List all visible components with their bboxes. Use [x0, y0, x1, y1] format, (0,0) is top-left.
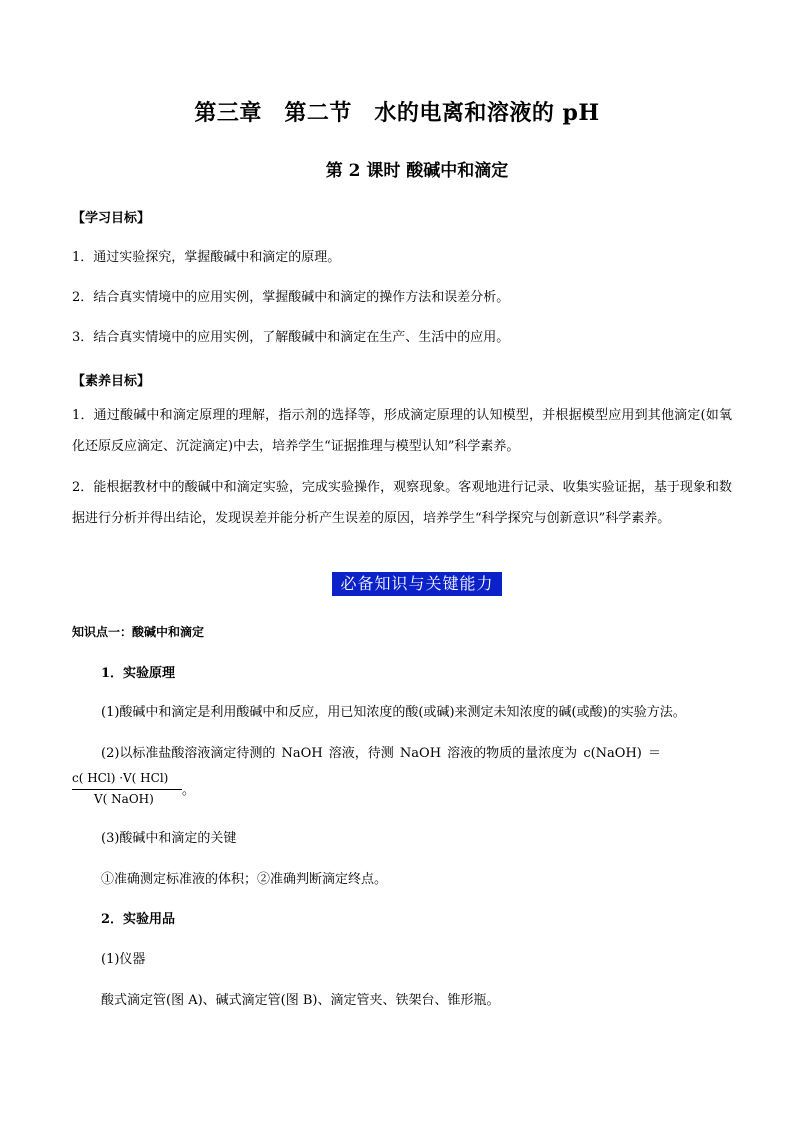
learning-goal-1: 1．通过实验探究，掌握酸碱中和滴定的原理。: [72, 250, 341, 265]
formula-numerator: c( HCl) ·V( HCl): [72, 771, 169, 785]
principle-heading: 1．实验原理: [101, 666, 176, 681]
principle-paragraph-3: (3)酸碱中和滴定的关键: [101, 831, 237, 846]
literacy-goal-1: 1．通过酸碱中和滴定原理的理解，指示剂的选择等，形成滴定原理的认知模型，并根据模型应用到其他滴定(如氧化还原反应滴定、沉淀滴定)中去，培养学生“证据推理与模型认知”科学素养。: [72, 408, 732, 454]
formula-denominator: V( NaOH): [94, 792, 154, 806]
formula-end: 。: [182, 783, 196, 798]
equipment-paragraph-1: (1)仪器: [101, 952, 146, 967]
formula-fraction-bar: [72, 789, 182, 790]
learning-goals-heading: 【学习目标】: [72, 211, 151, 226]
principle-paragraph-1: (1)酸碱中和滴定是利用酸碱中和反应，用已知浓度的酸(或碱)来测定未知浓度的碱(或酸)的实验方法。: [101, 705, 686, 720]
page-title: 第三章 第二节 水的电离和溶液的 pH: [194, 100, 600, 126]
lesson-subtitle: 第 2 课时 酸碱中和滴定: [325, 161, 509, 181]
equipment-paragraph-2: 酸式滴定管(图 A)、碱式滴定管(图 B)、滴定管夹、铁架台、锥形瓶。: [101, 993, 500, 1008]
principle-paragraph-4: ①准确测定标准液的体积；②准确判断滴定终点。: [101, 872, 388, 887]
literacy-goals-heading: 【素养目标】: [72, 374, 151, 389]
principle-paragraph-2: (2)以标准盐酸溶液滴定待测的 NaOH 溶液，待测 NaOH 溶液的物质的量浓度为 c(NaOH) ＝: [101, 746, 661, 761]
learning-goal-3: 3．结合真实情境中的应用实例，了解酸碱中和滴定在生产、生活中的应用。: [72, 330, 510, 345]
equipment-heading: 2．实验用品: [101, 912, 176, 927]
section-banner: 必备知识与关键能力: [332, 572, 502, 596]
literacy-goal-2: 2．能根据教材中的酸碱中和滴定实验，完成实验操作，观察现象。客观地进行记录、收集实验证据，基于现象和数据进行分析并得出结论，发现误差并能分析产生误差的原因，培养学生“科学探究与创新意识”科学素养。: [72, 480, 732, 526]
knowledge-point-heading: 知识点一：酸碱中和滴定: [72, 625, 205, 639]
learning-goal-2: 2．结合真实情境中的应用实例，掌握酸碱中和滴定的操作方法和误差分析。: [72, 290, 510, 305]
